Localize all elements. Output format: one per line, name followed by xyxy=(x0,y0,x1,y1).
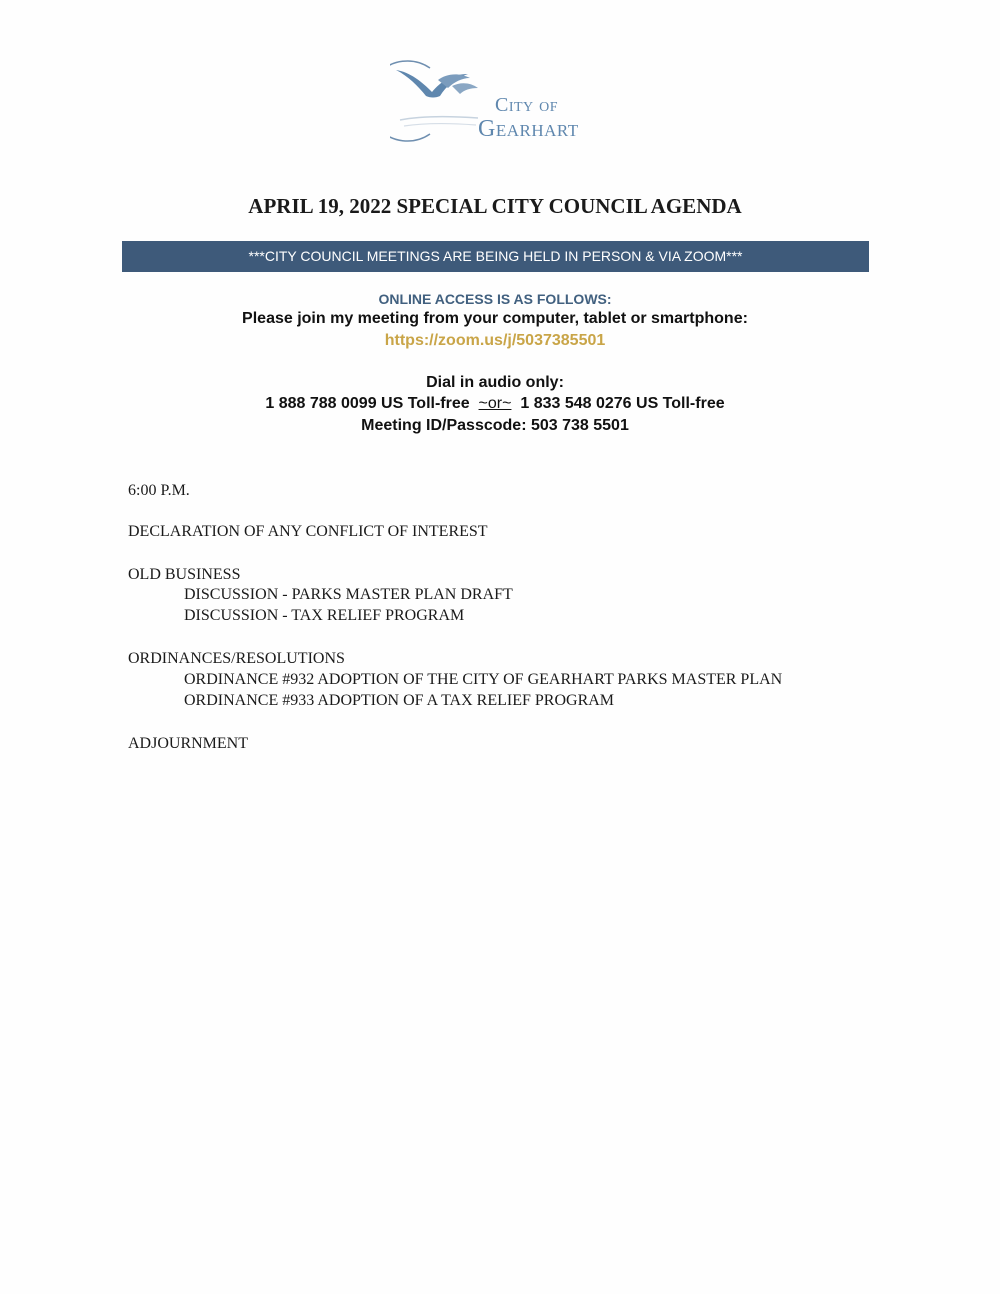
online-access-heading: ONLINE ACCESS IS AS FOLLOWS: xyxy=(378,291,612,307)
logo-city-of-text: City of xyxy=(495,94,559,116)
agenda-item: ORDINANCE #932 ADOPTION OF THE CITY OF GEARHART PARKS MASTER PLAN xyxy=(184,671,783,688)
logo-gearhart-text: Gearhart xyxy=(478,116,579,142)
dial-in-heading: Dial in audio only: xyxy=(426,374,564,391)
agenda-adjournment: ADJOURNMENT xyxy=(128,735,248,752)
meeting-id-passcode: Meeting ID/Passcode: 503 738 5501 xyxy=(361,417,629,434)
agenda-item: DISCUSSION - TAX RELIEF PROGRAM xyxy=(184,607,465,624)
agenda-item: DISCUSSION - PARKS MASTER PLAN DRAFT xyxy=(184,586,513,603)
seagull-logo-icon xyxy=(390,60,490,150)
join-instructions: Please join my meeting from your computer, tablet or smartphone: xyxy=(242,310,748,327)
toll-free-number-2: 1 833 548 0276 US Toll-free xyxy=(520,395,725,412)
or-separator: ~or~ xyxy=(478,395,512,412)
page-title: APRIL 19, 2022 SPECIAL CITY COUNCIL AGENDA xyxy=(248,194,742,218)
agenda-ordinances-heading: ORDINANCES/RESOLUTIONS xyxy=(128,650,345,667)
zoom-link[interactable]: https://zoom.us/j/5037385501 xyxy=(384,332,606,349)
agenda-conflict-of-interest: DECLARATION OF ANY CONFLICT OF INTEREST xyxy=(128,523,488,540)
dial-in-numbers xyxy=(0,395,990,413)
agenda-item: ORDINANCE #933 ADOPTION OF A TAX RELIEF PROGRAM xyxy=(184,692,615,709)
city-logo xyxy=(390,60,610,150)
agenda-time: 6:00 P.M. xyxy=(128,482,190,499)
toll-free-number-1: 1 888 788 0099 US Toll-free xyxy=(265,395,470,412)
agenda-old-business-heading: OLD BUSINESS xyxy=(128,566,241,583)
meeting-format-banner: ***CITY COUNCIL MEETINGS ARE BEING HELD IN PERSON & VIA ZOOM*** xyxy=(122,241,869,272)
